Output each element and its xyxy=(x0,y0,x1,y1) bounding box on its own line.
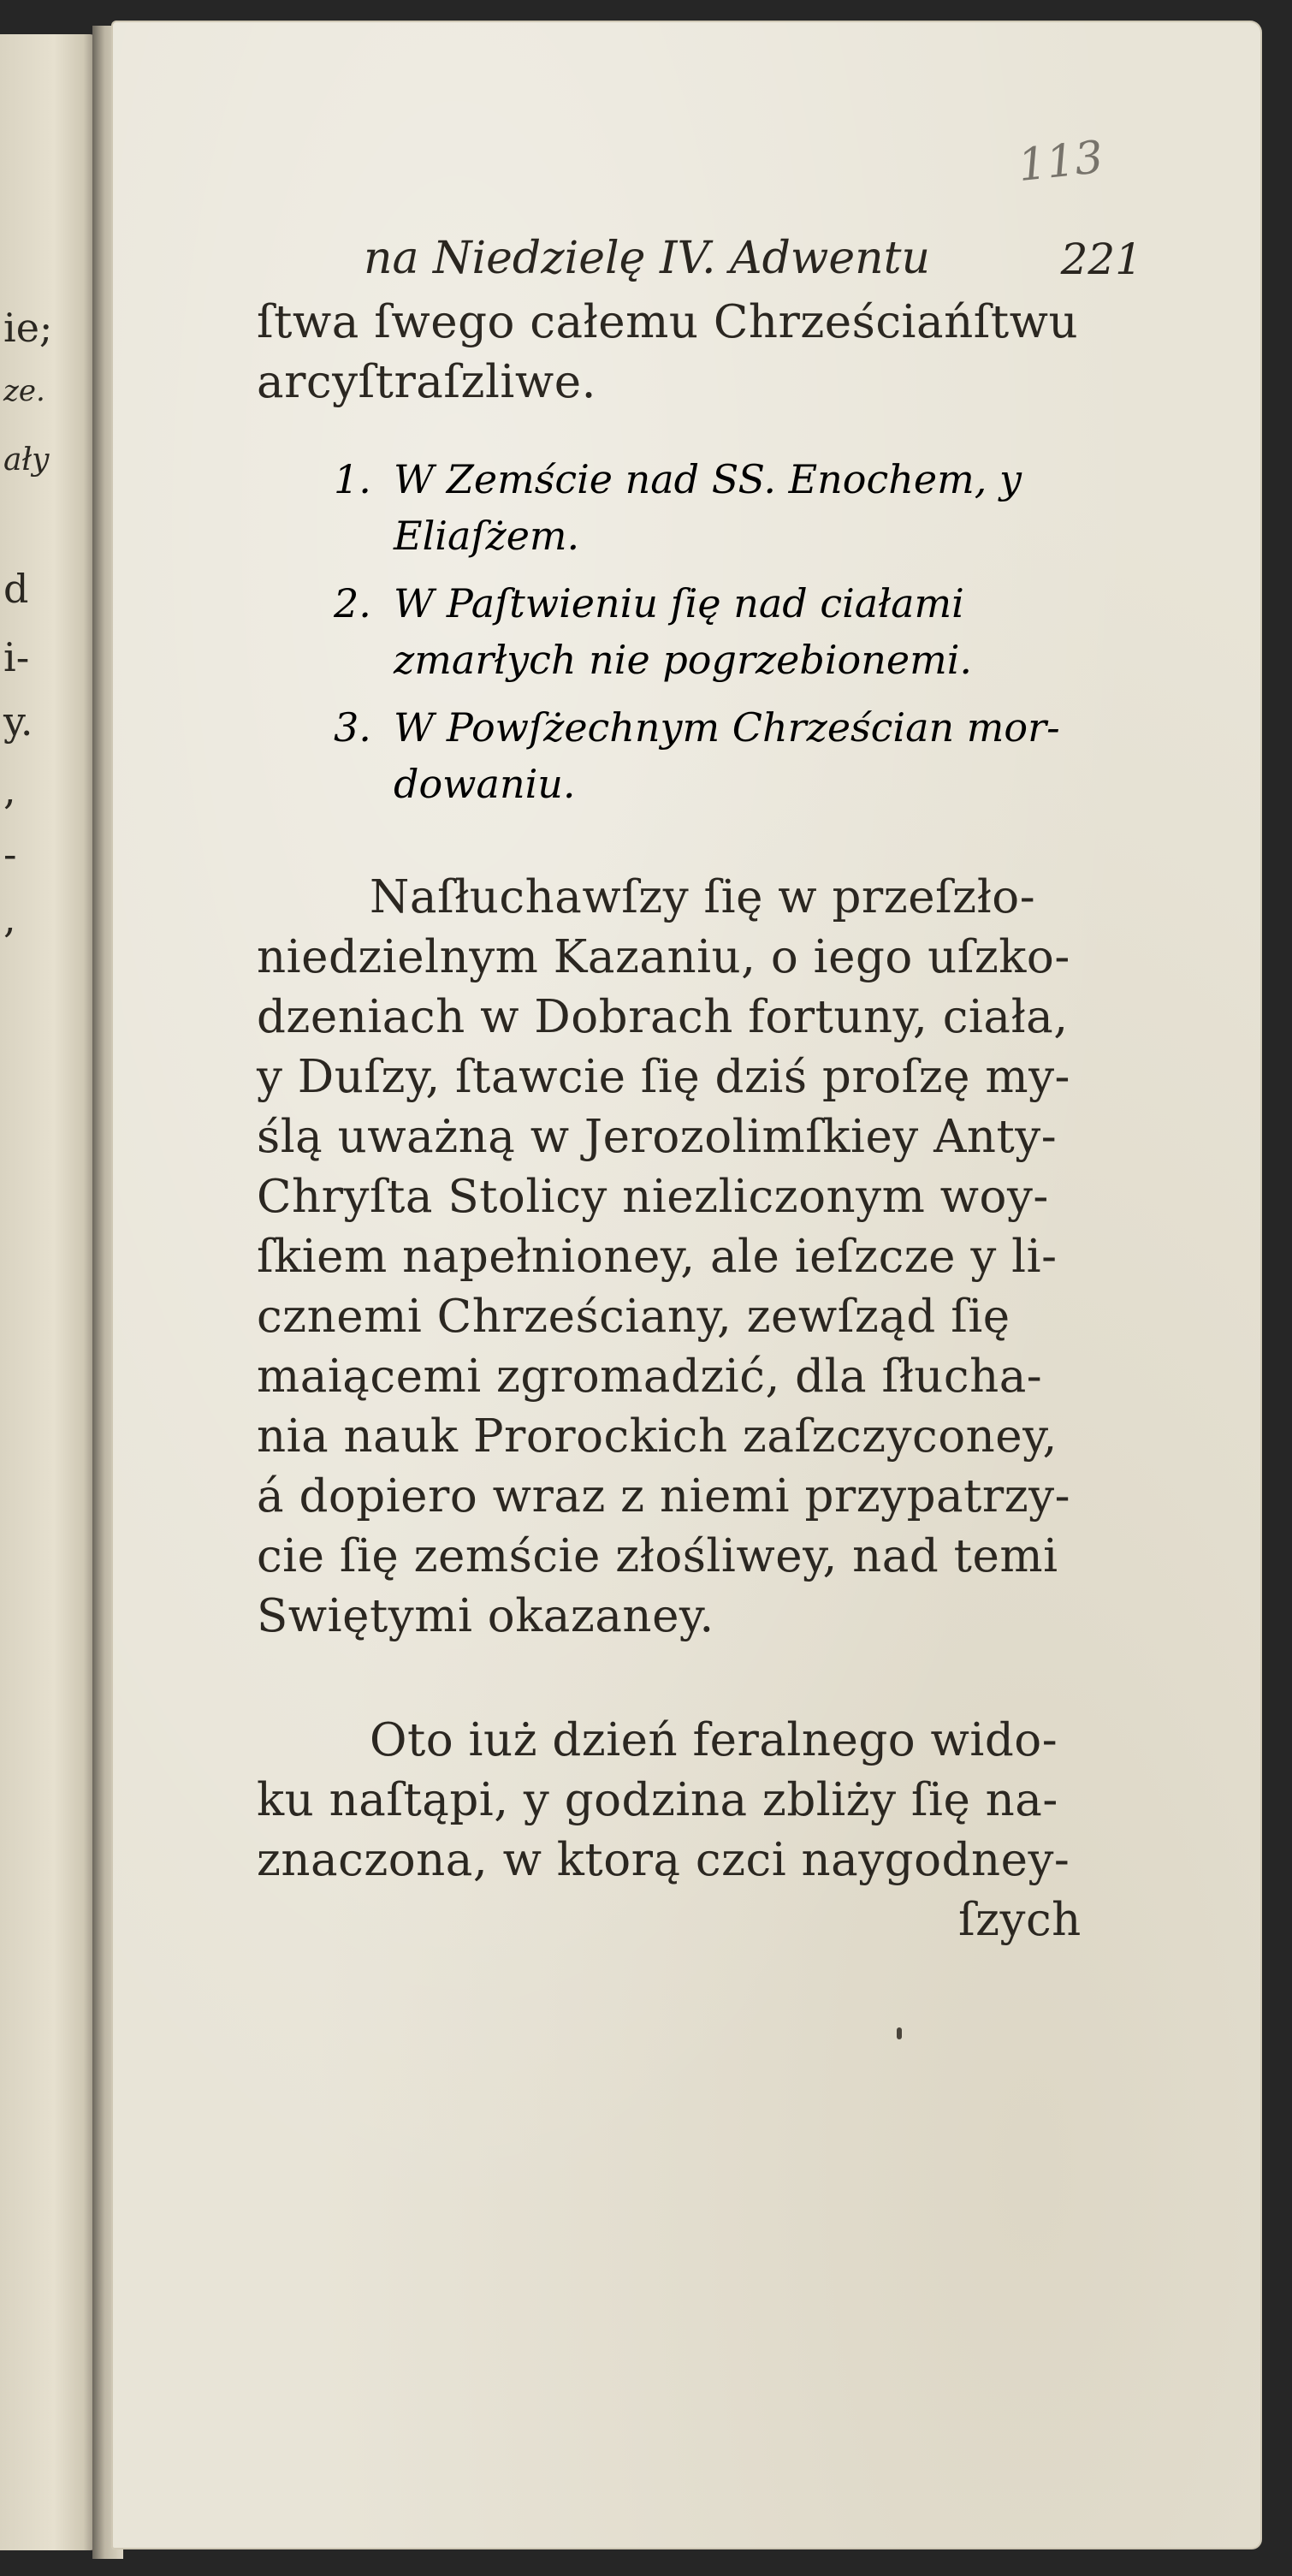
text-line: á dopiero wraz z niemi przypatrzy- xyxy=(257,1470,1071,1522)
left-page-fragment: ie; xyxy=(3,305,53,351)
text-line: y Duſzy, ſtawcie ſię dziś proſzę my- xyxy=(257,1051,1070,1103)
left-page-fragment: - xyxy=(3,831,17,877)
text-line: znaczona, w ktorą czci naygodney- xyxy=(257,1834,1070,1886)
text-line: ſtwa ſwego całemu Chrześciańſtwu xyxy=(257,296,1079,348)
catchword: ſzych xyxy=(958,1894,1082,1946)
left-page-fragment: , xyxy=(3,895,16,941)
list-number: 2. xyxy=(334,580,371,626)
text-line: Naſłuchawſzy ſię w przeſzło- xyxy=(370,871,1036,923)
text-line: cie ſię zemście złośliwey, nad temi xyxy=(257,1530,1058,1582)
text-line: cznemi Chrześciany, zewſząd ſię xyxy=(257,1291,1010,1343)
text-line: niedzielnym Kazaniu, o iego uſzko- xyxy=(257,931,1070,983)
text-line: ſkiem napełnioney, ale ieſzcze y li- xyxy=(257,1231,1058,1283)
list-item-1 xyxy=(334,453,1189,566)
list-text: W Paſtwieniu ſię nad ciałami xyxy=(394,580,964,626)
list-number: 1. xyxy=(334,456,371,502)
text-line: ku naſtąpi, y godzina zbliży ſię na- xyxy=(257,1774,1058,1826)
text-line: ślą uważną w Jerozolimſkiey Anty- xyxy=(257,1111,1058,1163)
left-page-fragment: ze. xyxy=(3,374,45,408)
page-number: 221 xyxy=(1060,234,1142,284)
text-line: Chryſta Stolicy niezliczonym woy- xyxy=(257,1171,1049,1223)
paragraph-1 xyxy=(257,868,1138,1647)
left-page-fragment: ały xyxy=(3,442,50,478)
left-page-fragment: y. xyxy=(3,698,33,745)
ink-speck xyxy=(897,2027,902,2039)
running-head: na Niedzielę IV. Adwentu xyxy=(364,233,931,284)
handwritten-folio-number: 113 xyxy=(1016,131,1106,193)
book-page xyxy=(111,21,1262,2549)
left-page-edge xyxy=(0,34,98,2550)
text-line: Swiętymi okazaney. xyxy=(257,1590,714,1642)
list-item-2 xyxy=(334,577,1189,690)
paragraph-2 xyxy=(257,1711,1138,1950)
list-item-3 xyxy=(334,701,1189,814)
list-text: W Powſżechnym Chrześcian mor- xyxy=(394,704,1060,751)
text-line: arcyſtraſzliwe. xyxy=(257,356,596,408)
text-line: maiącemi zgromadzić, dla ſłucha- xyxy=(257,1350,1043,1403)
opening-lines xyxy=(257,293,1138,413)
left-page-fragment: d xyxy=(3,566,29,612)
list-text: W Zemście nad SS. Enochem, y xyxy=(394,456,1022,502)
text-line: dzeniach w Dobrach fortuny, ciała, xyxy=(257,991,1069,1043)
page-header xyxy=(244,233,1142,293)
list-text: zmarłych nie pogrzebionemi. xyxy=(394,637,973,683)
left-page-fragment: , xyxy=(3,767,16,813)
list-text: dowaniu. xyxy=(394,761,576,807)
list-number: 3. xyxy=(334,704,371,751)
text-line: Oto iuż dzień feralnego wido- xyxy=(370,1714,1058,1766)
left-page-fragment: i- xyxy=(3,634,30,680)
text-line: nia nauk Prorockich zaſzczyconey, xyxy=(257,1410,1058,1463)
list-text: Eliaſżem. xyxy=(394,513,580,559)
